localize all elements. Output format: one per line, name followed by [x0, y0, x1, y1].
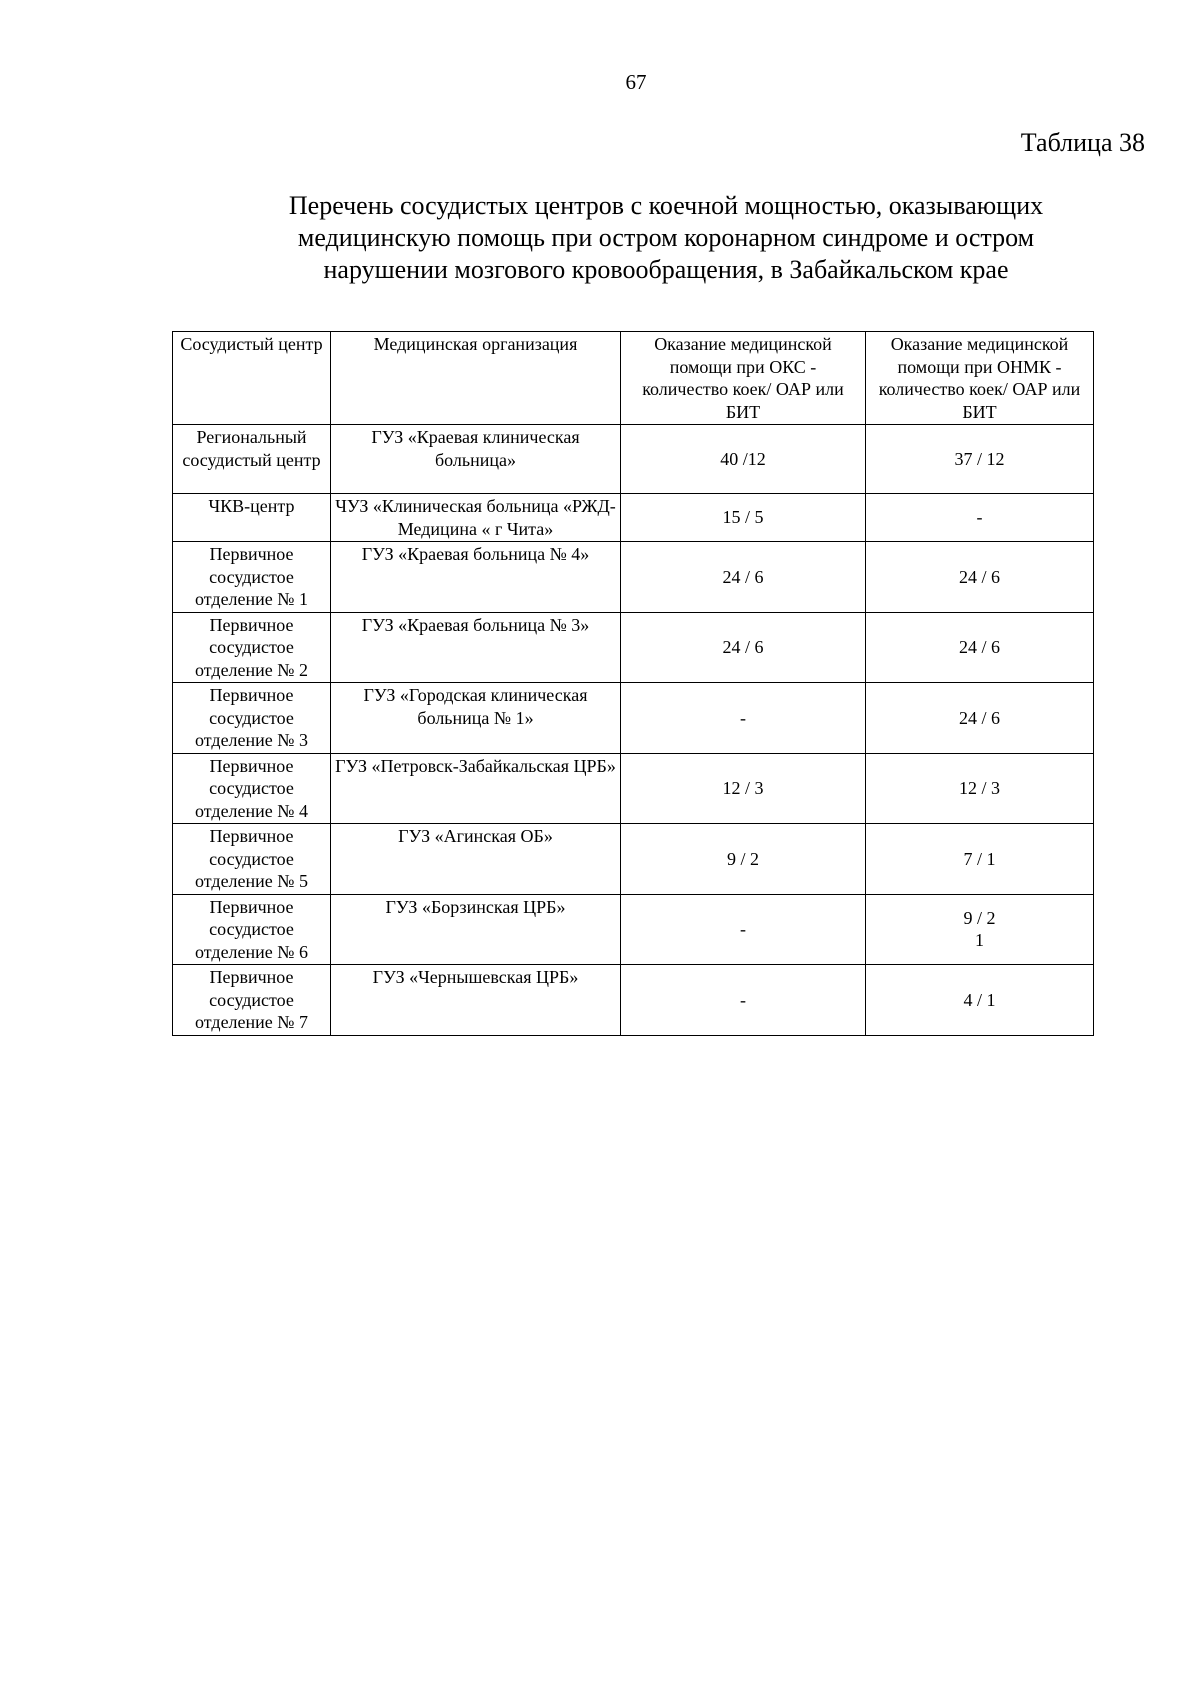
table-row	[173, 753, 1094, 824]
cell-vascular-center: Первичное сосудистое отделение № 3	[173, 683, 331, 754]
table-row	[173, 542, 1094, 613]
cell-stroke-beds: 24 / 6	[866, 612, 1094, 683]
cell-vascular-center: Первичное сосудистое отделение № 5	[173, 824, 331, 895]
cell-medical-organization: ЧУЗ «Клиническая больница «РЖД-Медицина « г Чита»	[331, 494, 621, 542]
table-row	[173, 425, 1094, 494]
cell-stroke-beds: 4 / 1	[866, 965, 1094, 1036]
cell-vascular-center: ЧКВ-центр	[173, 494, 331, 542]
cell-stroke-beds: 24 / 6	[866, 683, 1094, 754]
vascular-centers-table	[172, 331, 1094, 1036]
cell-medical-organization: ГУЗ «Агинская ОБ»	[331, 824, 621, 895]
cell-medical-organization: ГУЗ «Городская клиническая больница № 1»	[331, 683, 621, 754]
cell-medical-organization: ГУЗ «Краевая больница № 3»	[331, 612, 621, 683]
header-vascular-center: Сосудистый центр	[173, 332, 331, 425]
document-title	[226, 190, 1106, 286]
cell-acs-beds: -	[621, 683, 866, 754]
cell-acs-beds: 12 / 3	[621, 753, 866, 824]
stroke-beds-value: 9 / 2 1	[963, 907, 996, 951]
cell-acs-beds: 9 / 2	[621, 824, 866, 895]
table-row	[173, 494, 1094, 542]
cell-acs-beds: 40 /12	[621, 425, 866, 494]
table-label: Таблица 38	[1020, 128, 1145, 157]
table-row	[173, 965, 1094, 1036]
cell-acs-beds: 24 / 6	[621, 612, 866, 683]
cell-vascular-center: Первичное сосудистое отделение № 4	[173, 753, 331, 824]
cell-medical-organization: ГУЗ «Чернышевская ЦРБ»	[331, 965, 621, 1036]
cell-acs-beds: -	[621, 894, 866, 965]
cell-vascular-center: Первичное сосудистое отделение № 2	[173, 612, 331, 683]
title-line: Перечень сосудистых центров с коечной мощностью, оказывающих	[288, 191, 1044, 220]
cell-vascular-center: Первичное сосудистое отделение № 1	[173, 542, 331, 613]
cell-vascular-center: Региональный сосудистый центр	[173, 425, 331, 494]
cell-acs-beds: -	[621, 965, 866, 1036]
cell-stroke-beds: 7 / 1	[866, 824, 1094, 895]
table-row	[173, 683, 1094, 754]
cell-medical-organization: ГУЗ «Борзинская ЦРБ»	[331, 894, 621, 965]
cell-medical-organization: ГУЗ «Краевая больница № 4»	[331, 542, 621, 613]
header-medical-organization: Медицинская организация	[331, 332, 621, 425]
cell-stroke-beds: 37 / 12	[866, 425, 1094, 494]
cell-acs-beds: 24 / 6	[621, 542, 866, 613]
header-acs-beds: Оказание медицинской помощи при ОКС - количество коек/ ОАР или БИТ	[621, 332, 866, 425]
cell-stroke-beds	[866, 894, 1094, 965]
cell-medical-organization: ГУЗ «Краевая клиническая больница»	[331, 425, 621, 494]
page-number: 67	[625, 70, 647, 94]
header-stroke-beds: Оказание медицинской помощи при ОНМК - количество коек/ ОАР или БИТ	[866, 332, 1094, 425]
title-line: медицинскую помощь при остром коронарном синдроме и остром	[297, 223, 1035, 252]
cell-stroke-beds: 12 / 3	[866, 753, 1094, 824]
table-row	[173, 612, 1094, 683]
cell-acs-beds: 15 / 5	[621, 494, 866, 542]
table-row	[173, 894, 1094, 965]
table-row	[173, 824, 1094, 895]
cell-vascular-center: Первичное сосудистое отделение № 6	[173, 894, 331, 965]
table-header-row	[173, 332, 1094, 425]
cell-vascular-center: Первичное сосудистое отделение № 7	[173, 965, 331, 1036]
cell-medical-organization: ГУЗ «Петровск-Забайкальская ЦРБ»	[331, 753, 621, 824]
title-line: нарушении мозгового кровообращения, в Забайкальском крае	[323, 255, 1009, 284]
cell-stroke-beds: -	[866, 494, 1094, 542]
cell-stroke-beds: 24 / 6	[866, 542, 1094, 613]
